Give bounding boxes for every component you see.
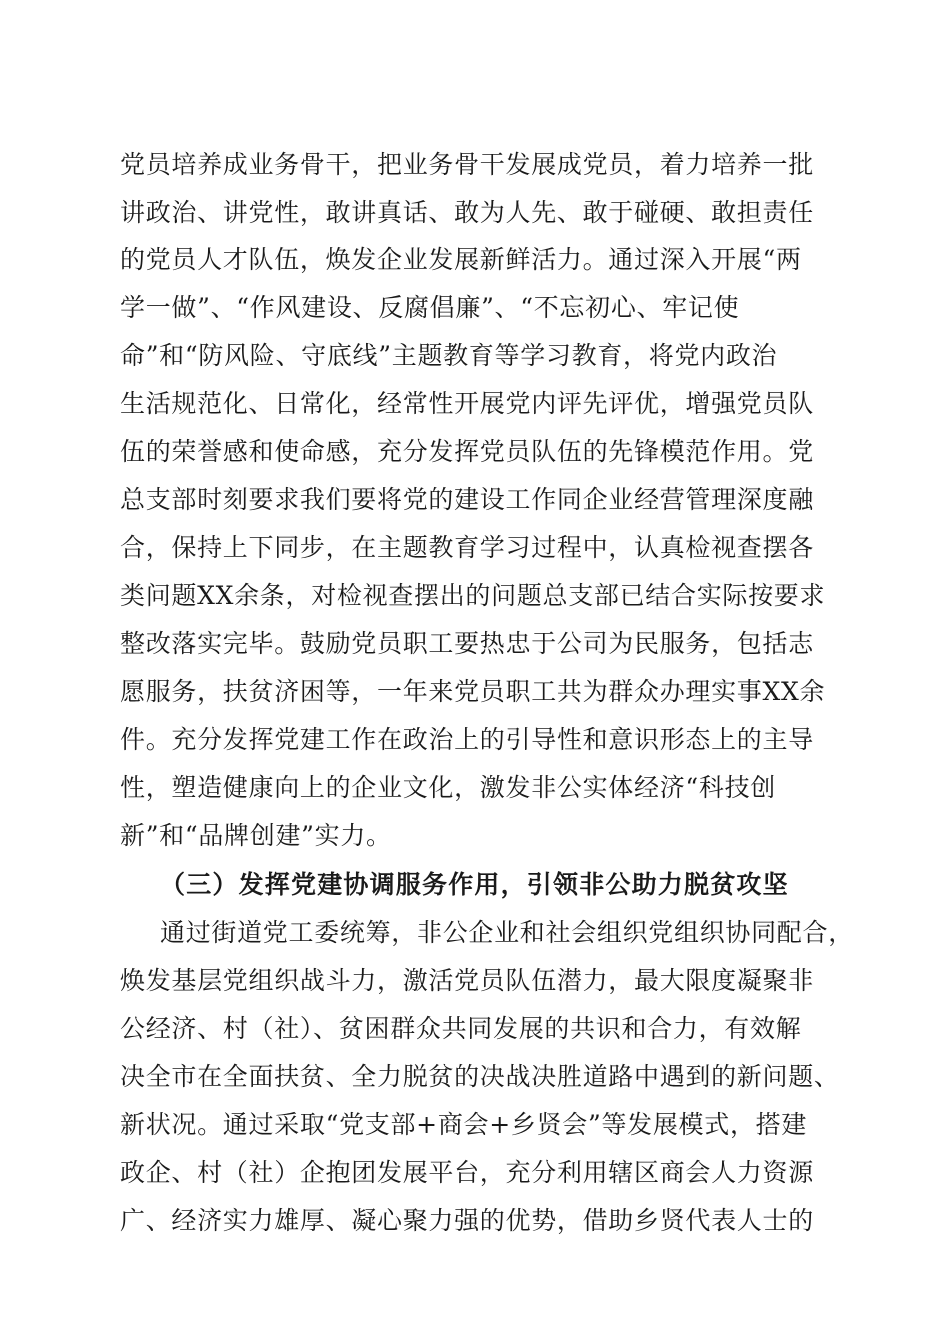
paragraph-1-line: 新”和“品牌创建”实力。	[120, 821, 392, 850]
paragraph-1-line: 性，塑造健康向上的企业文化，激发非公实体经济“科技创	[120, 773, 776, 802]
paragraph-2-line: 政企、村（社）企抱团发展平台，充分利用辖区商会人力资源	[120, 1158, 814, 1187]
paragraph-1-line: 命”和“防风险、守底线”主题教育等学习教育，将党内政治	[120, 341, 778, 370]
paragraph-2-line: 广、经济实力雄厚、凝心聚力强的优势，借助乡贤代表人士的	[120, 1206, 814, 1235]
paragraph-1-line: 类问题XX余条，对检视查摆出的问题总支部已结合实际按要求	[120, 581, 826, 610]
paragraph-2-line: 新状况。通过采取“党支部+商会+乡贤会”等发展模式，搭建	[120, 1110, 808, 1139]
paragraph-1-line: 党员培养成业务骨干，把业务骨干发展成党员，着力培养一批	[120, 150, 814, 179]
paragraph-1-line: 学一做”、“作风建设、反腐倡廉”、“不忘初心、牢记使	[120, 293, 740, 322]
paragraph-1-line: 生活规范化、日常化，经常性开展党内评先评优，增强党员队	[120, 389, 814, 418]
paragraph-1-line: 整改落实完毕。鼓励党员职工要热忠于公司为民服务，包括志	[120, 629, 814, 658]
paragraph-1-line: 的党员人才队伍，焕发企业发展新鲜活力。通过深入开展“两	[120, 245, 802, 274]
paragraph-1-line: 伍的荣誉感和使命感，充分发挥党员队伍的先锋模范作用。党	[120, 437, 814, 466]
paragraph-2-line: 焕发基层党组织战斗力，激活党员队伍潜力，最大限度凝聚非	[120, 966, 814, 995]
section-heading: （三）发挥党建协调服务作用，引领非公助力脱贫攻坚	[160, 870, 789, 899]
paragraph-1-line: 愿服务，扶贫济困等，一年来党员职工共为群众办理实事XX余	[120, 677, 826, 706]
paragraph-2-line: 公经济、村（社）、贫困群众共同发展的共识和合力，有效解	[120, 1014, 802, 1043]
paragraph-1-line: 合，保持上下同步，在主题教育学习过程中，认真检视查摆各	[120, 533, 814, 562]
paragraph-2-line: 决全市在全面扶贫、全力脱贫的决战决胜道路中遇到的新问题、	[120, 1062, 840, 1091]
paragraph-1-line: 讲政治、讲党性，敢讲真话、敢为人先、敢于碰硬、敢担责任	[120, 198, 814, 227]
paragraph-1-line: 件。充分发挥党建工作在政治上的引导性和意识形态上的主导	[120, 725, 814, 754]
paragraph-2-line: 通过街道党工委统筹，非公企业和社会组织党组织协同配合，	[160, 918, 854, 947]
paragraph-1-line: 总支部时刻要求我们要将党的建设工作同企业经营管理深度融	[120, 485, 814, 514]
